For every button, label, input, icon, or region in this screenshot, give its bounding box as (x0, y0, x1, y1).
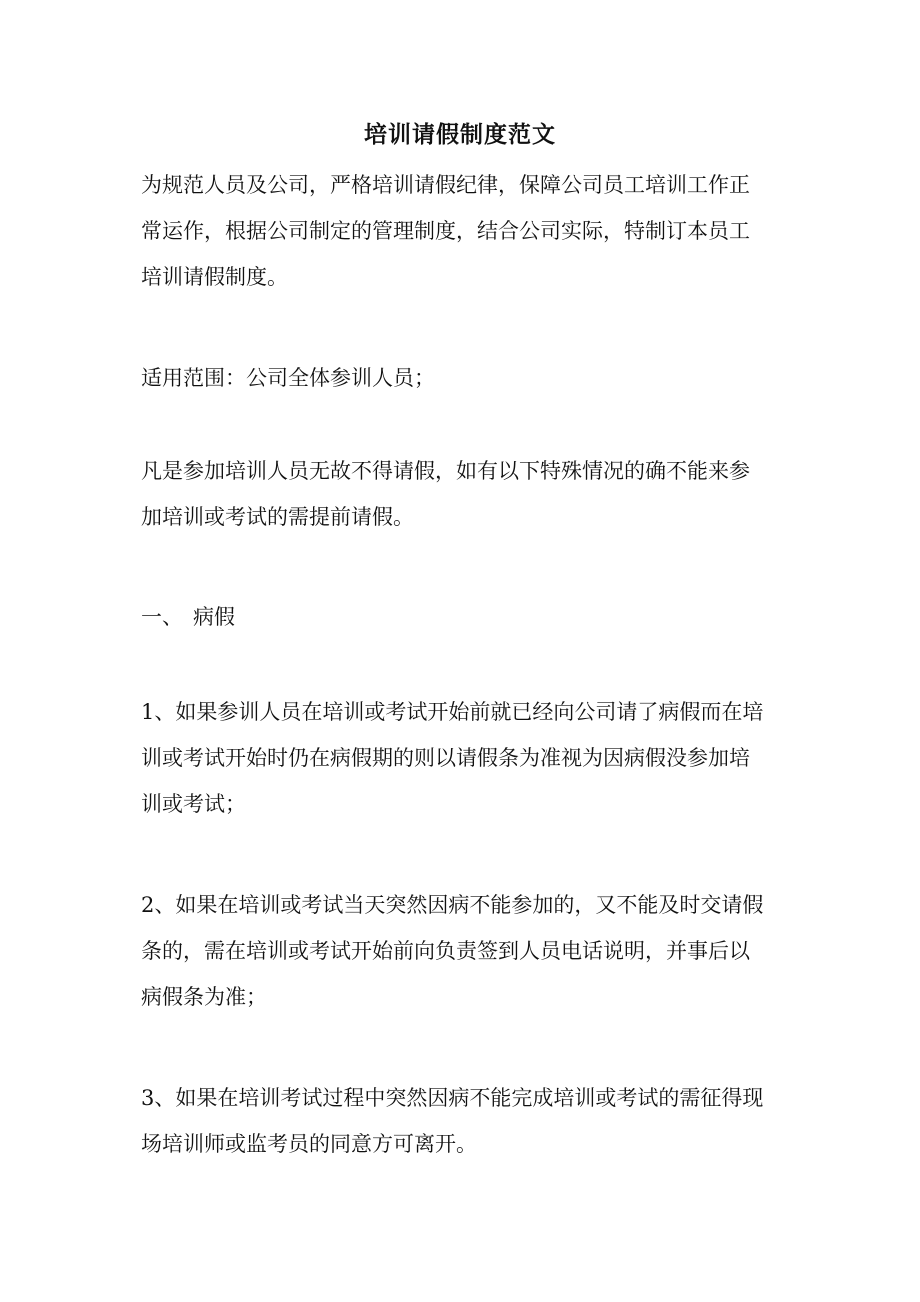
list-item-line: 1、如果参训人员在培训或考试开始前就已经向公司请了病假而在培 (141, 700, 764, 724)
general-paragraph (141, 448, 781, 540)
intro-line: 常运作，根据公司制定的管理制度，结合公司实际，特制订本员工 (141, 219, 750, 243)
list-item-line: 训或考试； (141, 792, 246, 816)
document-title: 培训请假制度范文 (364, 121, 556, 148)
section-title: 病假 (193, 605, 235, 629)
list-item-line: 病假条为准； (141, 985, 267, 1009)
list-item-line: 条的，需在培训或考试开始前向负责签到人员电话说明，并事后以 (141, 939, 750, 963)
list-item (141, 882, 781, 1020)
intro-paragraph (141, 162, 781, 300)
intro-line: 培训请假制度。 (141, 265, 288, 289)
list-item-line: 2、如果在培训或考试当天突然因病不能参加的，又不能及时交请假 (141, 893, 764, 917)
section-number: 一、 (141, 605, 183, 629)
scope-line: 适用范围：公司全体参训人员； (141, 366, 435, 390)
list-item-line: 3、如果在培训考试过程中突然因病不能完成培训或考试的需征得现 (141, 1086, 764, 1110)
scope-paragraph (141, 355, 781, 401)
general-line: 凡是参加培训人员无故不得请假，如有以下特殊情况的确不能来参 (141, 459, 750, 483)
list-item-line: 训或考试开始时仍在病假期的则以请假条为准视为因病假没参加培 (141, 746, 750, 770)
list-item (141, 1075, 781, 1167)
section-heading (141, 594, 781, 640)
list-item (141, 689, 781, 827)
list-item-line: 场培训师或监考员的同意方可离开。 (141, 1132, 477, 1156)
intro-line: 为规范人员及公司，严格培训请假纪律，保障公司员工培训工作正 (141, 173, 750, 197)
general-line: 加培训或考试的需提前请假。 (141, 505, 414, 529)
